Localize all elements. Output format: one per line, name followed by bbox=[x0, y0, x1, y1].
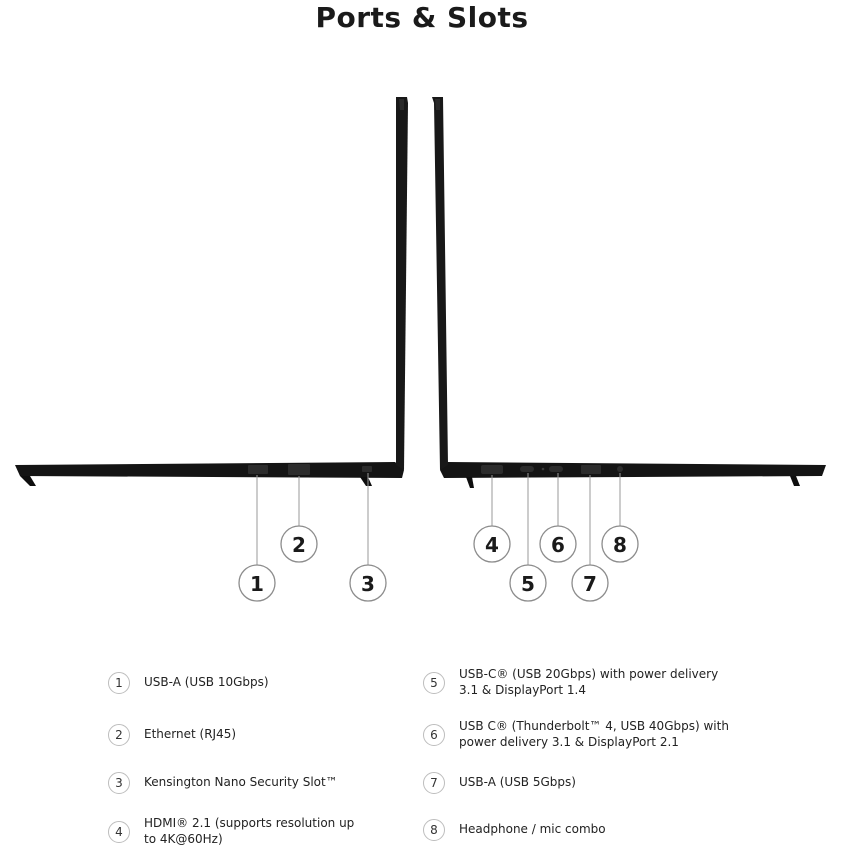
legend-text-4: HDMI® 2.1 (supports resolution up to 4K@60Hz) bbox=[144, 816, 355, 846]
legend-text-7: USB-A (USB 5Gbps) bbox=[459, 775, 576, 789]
callout-number-7: 7 bbox=[583, 572, 597, 596]
legend-number-2: 2 bbox=[108, 724, 130, 746]
callout-number-1: 1 bbox=[250, 572, 264, 596]
laptop-left-side-view bbox=[15, 97, 408, 486]
callout-number-3: 3 bbox=[361, 572, 375, 596]
callout-number-2: 2 bbox=[292, 533, 306, 557]
callout-number-8: 8 bbox=[613, 533, 627, 557]
usb-a-port-2 bbox=[581, 465, 601, 474]
ethernet-port bbox=[288, 464, 310, 475]
usb-a-port-1 bbox=[248, 465, 268, 474]
legend-number-4: 4 bbox=[108, 821, 130, 843]
legend-item-3 bbox=[108, 774, 414, 794]
legend-number-8: 8 bbox=[423, 819, 445, 841]
legend-number-6: 6 bbox=[423, 724, 445, 746]
legend-text-5: USB-C® (USB 20Gbps) with power delivery 3.1 & DisplayPort 1.4 bbox=[459, 667, 719, 697]
legend-text-2: Ethernet (RJ45) bbox=[144, 727, 237, 741]
legend-number-1: 1 bbox=[108, 672, 130, 694]
legend-item-7 bbox=[423, 774, 729, 794]
legend-item-6 bbox=[423, 718, 729, 750]
hdmi-port bbox=[481, 465, 503, 474]
legend-text-3: Kensington Nano Security Slot™ bbox=[144, 775, 338, 789]
legend-text-1: USB-A (USB 10Gbps) bbox=[144, 675, 269, 689]
legend-item-1 bbox=[108, 674, 414, 694]
page-title: Ports & Slots bbox=[315, 1, 529, 34]
callout-number-4: 4 bbox=[485, 533, 499, 557]
legend-item-8 bbox=[423, 821, 729, 841]
callout-number-5: 5 bbox=[521, 572, 535, 596]
headphone-jack bbox=[617, 466, 623, 472]
legend-item-5 bbox=[423, 666, 729, 698]
security-slot bbox=[362, 466, 372, 472]
legend-number-7: 7 bbox=[423, 772, 445, 794]
usb-c-port bbox=[520, 466, 534, 472]
legend-item-2 bbox=[108, 726, 414, 746]
legend-item-4 bbox=[108, 815, 369, 847]
legend-number-5: 5 bbox=[423, 672, 445, 694]
legend-text-6: USB C® (Thunderbolt™ 4, USB 40Gbps) with power delivery 3.1 & DisplayPort 2.1 bbox=[459, 719, 729, 749]
callout-number-6: 6 bbox=[551, 533, 565, 557]
thunderbolt-port bbox=[549, 466, 563, 472]
legend-number-3: 3 bbox=[108, 772, 130, 794]
legend-text-8: Headphone / mic combo bbox=[459, 822, 606, 836]
laptop-right-side-view bbox=[432, 97, 826, 488]
